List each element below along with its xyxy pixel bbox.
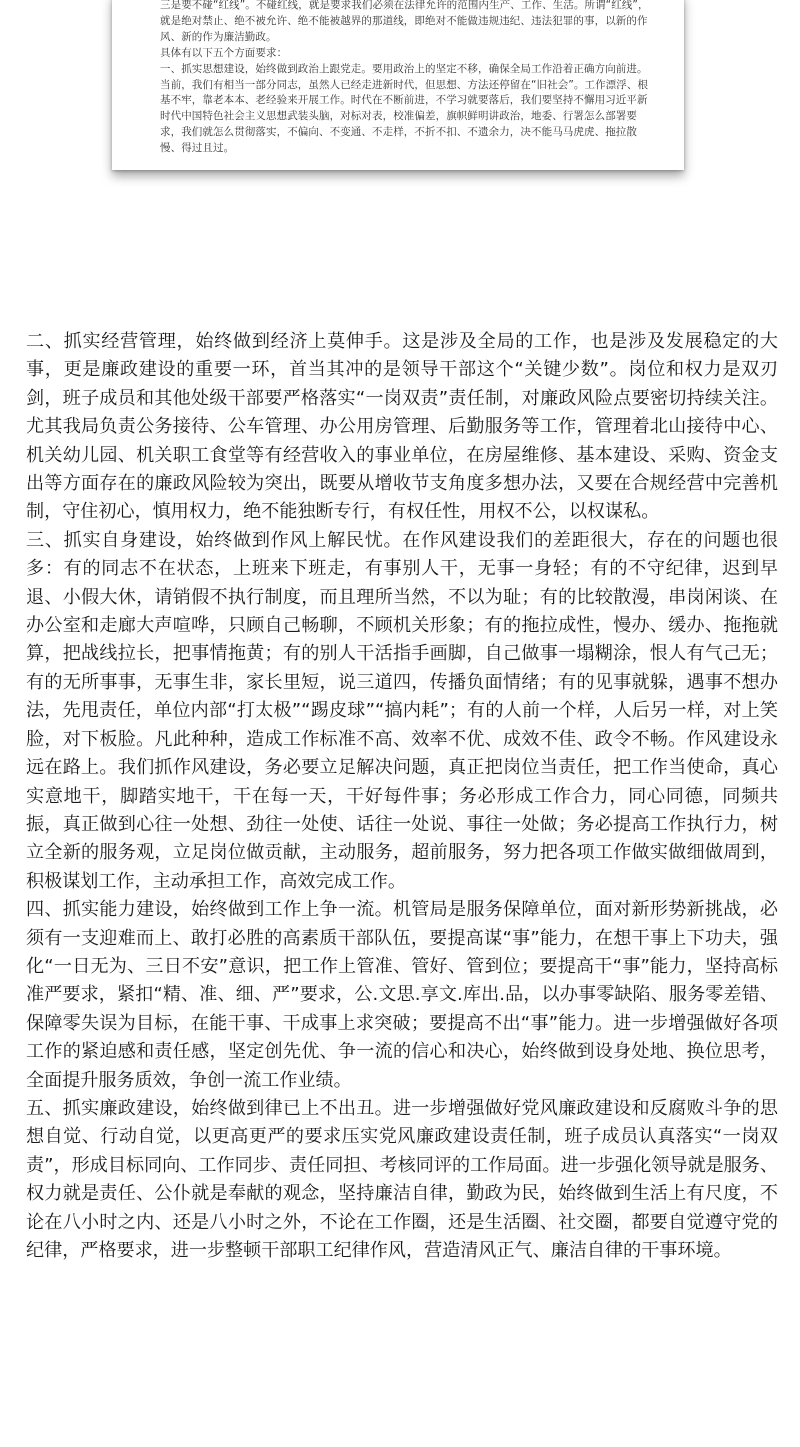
paragraph-point-3: 三、抓实自身建设，始终做到作风上解民忧。在作风建设我们的差距很大，存在的问题也很多：有的同志不在状态，上班来下班走，有事别人干，无事一身轻；有的不守纪律，迟到早退、小假大休，请销假不执行制度，而且理所当然，不以为耻；有的比较散漫，串岗闲谈、在办公室和走廊大声喧哗，只顾自己畅聊，不顾机关形象；有的拖拉成性，慢办、缓办、拖拖就算，把战线拉长，把事情拖黄；有的别人干活指手画脚，自己做事一塌糊涂，恨人有气己无；有的无所事事，无事生非，家长里短，说三道四，传播负面情绪；有的见事就躲，遇事不想办法，先甩责任，单位内部“打太极”“踢皮球”“搞内耗”；有的人前一个样，人后另一样，对上笑脸，对下板脸。凡此种种，造成工作标准不高、效率不优、成效不佳、政令不畅。作风建设永远在路上。我们抓作风建设，务必要立足解决问题，真正把岗位当责任，把工作当使命，真心实意地干，脚踏实地干，干在每一天，干好每件事；务必形成工作合力，同心同德，同频共振，真正做到心往一处想、劲往一处使、话往一处说、事往一处做；务必提高工作执行力，树立全新的服务观，立足岗位做贡献，主动服务，超前服务，努力把各项工作做实做细做周到，积极谋划工作，主动承担工作，高效完成工作。 <box>26 529 778 892</box>
document-preview-card <box>112 0 684 170</box>
card-paragraph-intro: 具体有以下五个方面要求： <box>160 46 288 59</box>
card-paragraph-red-line: 三是要不碰“红线”。不碰红线，就是要求我们必须在法律允许的范围内生产、工作、生活。所谓“红线”，就是绝对禁止、绝不被允许、绝不能被越界的那道线，即绝对不能做违规违纪、违法犯罪的事，以新的作风、新的作为廉洁勤政。 <box>160 0 649 43</box>
card-text <box>160 0 650 157</box>
paragraph-point-5: 五、抓实廉政建设，始终做到律已上不出丑。进一步增强做好党风廉政建设和反腐败斗争的思想自觉、行动自觉，以更高更严的要求压实党风廉政建设责任制，班子成员认真落实“一岗双责”，形成目标同向、工作同步、责任同担、考核同评的工作局面。进一步强化领导就是服务、权力就是责任、公仆就是奉献的观念，坚持廉洁自律，勤政为民，始终做到生活上有尺度，不论在八小时之内、还是八小时之外，不论在工作圈，还是生活圈、社交圈，都要自觉遵守党的纪律，严格要求，进一步整顿干部职工纪律作风，营造清风正气、廉洁自律的干事环境。 <box>26 1097 778 1261</box>
card-paragraph-point-1: 一、抓实思想建设，始终做到政治上跟党走。要用政治上的坚定不移，确保全局工作沿着正确方向前进。当前，我们有相当一部分同志，虽然人已经走进新时代，但思想、方法还停留在“旧社会”。工作漂浮、根基不牢，靠老本本、老经验来开展工作。时代在不断前进，不学习就要落后，我们要坚持不懈用习近平新时代中国特色社会主义思想武装头脑，对标对表，校准偏差，旗帜鲜明讲政治，地委、行署怎么部署要求，我们就怎么贯彻落实，不偏向、不变通、不走样，不折不扣、不遗余力，决不能马马虎虎、拖拉散慢、得过且过。 <box>160 62 649 155</box>
paragraph-point-4: 四、抓实能力建设，始终做到工作上争一流。机管局是服务保障单位，面对新形势新挑战，必须有一支迎难而上、敢打必胜的高素质干部队伍，要提高谋“事”能力，在想干事上下功夫，强化“一日无为、三日不安”意识，把工作上管准、管好、管到位；要提高干“事”能力，坚持高标准严要求，紧扣“精、准、细、严”要求，公.文思.享文.库出.品，以办事零缺陷、服务零差错、保障零失误为目标，在能干事、干成事上求突破；要提高不出“事”能力。进一步增强做好各项工作的紧迫感和责任感，坚定创先优、争一流的信心和决心，始终做到设身处地、换位思考，全面提升服务质效，争创一流工作业绩。 <box>26 899 778 1091</box>
paragraph-point-2: 二、抓实经营管理，始终做到经济上莫伸手。这是涉及全局的工作，也是涉及发展稳定的大事，更是廉政建设的重要一环，首当其冲的是领导干部这个“关键少数”。岗位和权力是双刃剑，班子成员和其他处级干部要严格落实“一岗双责”责任制，对廉政风险点要密切持续关注。尤其我局负责公务接待、公车管理、办公用房管理、后勤服务等工作，管理着北山接待中心、机关幼儿园、机关职工食堂等有经营收入的事业单位，在房屋维修、基本建设、采购、资金支出等方面存在的廉政风险较为突出，既要从增收节支角度多想办法，又要在合规经营中完善机制，守住初心，慎用权力，绝不能独断专行，有权任性，用权不公，以权谋私。 <box>26 331 778 523</box>
main-text <box>26 328 778 1265</box>
